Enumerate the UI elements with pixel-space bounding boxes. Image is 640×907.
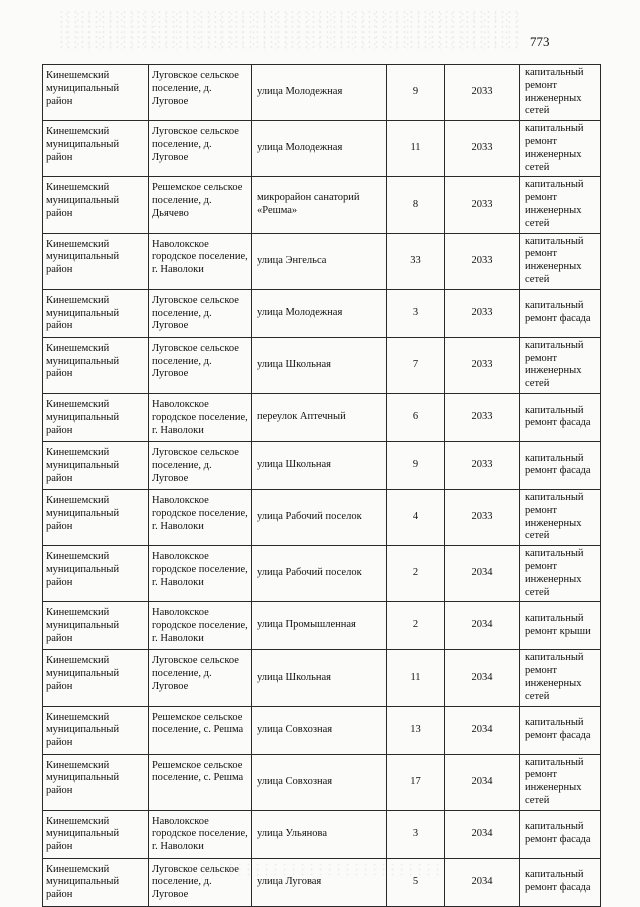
page-number: 773 [530, 34, 550, 49]
year-cell: 2034 [445, 602, 520, 650]
year-cell: 2033 [445, 121, 520, 177]
table-row [43, 441, 601, 489]
settlement-cell: Наволокское городское поселение, г. Наволоки [149, 810, 252, 858]
street-cell: улица Рабочий поселок [252, 546, 387, 602]
work-type-cell: капитальный ремонт инженерных сетей [520, 650, 601, 706]
year-cell: 2034 [445, 546, 520, 602]
work-type-cell: капитальный ремонт фасада [520, 706, 601, 754]
house-number-cell: 8 [387, 177, 445, 233]
house-number-cell: 7 [387, 337, 445, 393]
street-cell: переулок Аптечный [252, 393, 387, 441]
house-number-cell: 11 [387, 650, 445, 706]
table-row [43, 706, 601, 754]
year-cell: 2034 [445, 810, 520, 858]
settlement-cell: Наволокское городское поселение, г. Наволоки [149, 489, 252, 545]
settlement-cell: Луговское сельское поселение, д. Луговое [149, 441, 252, 489]
table-row [43, 489, 601, 545]
work-type-cell: капитальный ремонт инженерных сетей [520, 489, 601, 545]
district-cell: Кинешемский муниципальный район [43, 602, 149, 650]
year-cell: 2034 [445, 650, 520, 706]
settlement-cell: Наволокское городское поселение, г. Наволоки [149, 546, 252, 602]
year-cell: 2033 [445, 393, 520, 441]
year-cell: 2034 [445, 858, 520, 906]
street-cell: улица Молодежная [252, 65, 387, 121]
settlement-cell: Луговское сельское поселение, д. Луговое [149, 858, 252, 906]
house-number-cell: 9 [387, 65, 445, 121]
street-cell: улица Ульянова [252, 810, 387, 858]
table-row [43, 337, 601, 393]
district-cell: Кинешемский муниципальный район [43, 754, 149, 810]
table-row [43, 754, 601, 810]
district-cell: Кинешемский муниципальный район [43, 393, 149, 441]
settlement-cell: Наволокское городское поселение, г. Наволоки [149, 602, 252, 650]
house-number-cell: 2 [387, 602, 445, 650]
year-cell: 2033 [445, 233, 520, 289]
street-cell: улица Энгельса [252, 233, 387, 289]
work-type-cell: капитальный ремонт крыши [520, 602, 601, 650]
settlement-cell: Луговское сельское поселение, д. Луговое [149, 121, 252, 177]
house-number-cell: 11 [387, 121, 445, 177]
year-cell: 2034 [445, 754, 520, 810]
year-cell: 2033 [445, 441, 520, 489]
house-number-cell: 9 [387, 441, 445, 489]
house-number-cell: 6 [387, 393, 445, 441]
year-cell: 2033 [445, 337, 520, 393]
district-cell: Кинешемский муниципальный район [43, 810, 149, 858]
repair-schedule-table [42, 64, 601, 907]
house-number-cell: 3 [387, 289, 445, 337]
work-type-cell: капитальный ремонт инженерных сетей [520, 754, 601, 810]
year-cell: 2034 [445, 706, 520, 754]
district-cell: Кинешемский муниципальный район [43, 337, 149, 393]
table-row [43, 289, 601, 337]
scan-noise-bottom [200, 862, 440, 878]
work-type-cell: капитальный ремонт инженерных сетей [520, 65, 601, 121]
district-cell: Кинешемский муниципальный район [43, 441, 149, 489]
street-cell: улица Школьная [252, 337, 387, 393]
work-type-cell: капитальный ремонт фасада [520, 858, 601, 906]
street-cell: улица Молодежная [252, 121, 387, 177]
street-cell: улица Рабочий поселок [252, 489, 387, 545]
street-cell: улица Школьная [252, 441, 387, 489]
district-cell: Кинешемский муниципальный район [43, 650, 149, 706]
work-type-cell: капитальный ремонт инженерных сетей [520, 121, 601, 177]
work-type-cell: капитальный ремонт фасада [520, 393, 601, 441]
settlement-cell: Решемское сельское поселение, д. Дьячево [149, 177, 252, 233]
year-cell: 2033 [445, 489, 520, 545]
table-row [43, 546, 601, 602]
work-type-cell: капитальный ремонт инженерных сетей [520, 233, 601, 289]
settlement-cell: Наволокское городское поселение, г. Наволоки [149, 233, 252, 289]
year-cell: 2033 [445, 65, 520, 121]
work-type-cell: капитальный ремонт инженерных сетей [520, 177, 601, 233]
district-cell: Кинешемский муниципальный район [43, 121, 149, 177]
district-cell: Кинешемский муниципальный район [43, 489, 149, 545]
work-type-cell: капитальный ремонт фасада [520, 810, 601, 858]
year-cell: 2033 [445, 177, 520, 233]
district-cell: Кинешемский муниципальный район [43, 706, 149, 754]
house-number-cell: 3 [387, 810, 445, 858]
house-number-cell: 13 [387, 706, 445, 754]
street-cell: улица Молодежная [252, 289, 387, 337]
district-cell: Кинешемский муниципальный район [43, 858, 149, 906]
table-row [43, 810, 601, 858]
table-row [43, 177, 601, 233]
settlement-cell: Луговское сельское поселение, д. Луговое [149, 650, 252, 706]
house-number-cell: 2 [387, 546, 445, 602]
street-cell: улица Совхозная [252, 706, 387, 754]
table-row [43, 602, 601, 650]
house-number-cell: 4 [387, 489, 445, 545]
work-type-cell: капитальный ремонт инженерных сетей [520, 546, 601, 602]
district-cell: Кинешемский муниципальный район [43, 177, 149, 233]
district-cell: Кинешемский муниципальный район [43, 289, 149, 337]
street-cell: улица Школьная [252, 650, 387, 706]
street-cell: улица Совхозная [252, 754, 387, 810]
street-cell: улица Промышленная [252, 602, 387, 650]
settlement-cell: Решемское сельское поселение, с. Решма [149, 706, 252, 754]
district-cell: Кинешемский муниципальный район [43, 65, 149, 121]
table-row [43, 65, 601, 121]
year-cell: 2033 [445, 289, 520, 337]
settlement-cell: Луговское сельское поселение, д. Луговое [149, 65, 252, 121]
district-cell: Кинешемский муниципальный район [43, 546, 149, 602]
work-type-cell: капитальный ремонт фасада [520, 441, 601, 489]
settlement-cell: Решемское сельское поселение, с. Решма [149, 754, 252, 810]
work-type-cell: капитальный ремонт фасада [520, 289, 601, 337]
house-number-cell: 5 [387, 858, 445, 906]
street-cell: микрорайон санаторий «Решма» [252, 177, 387, 233]
table-row [43, 393, 601, 441]
work-type-cell: капитальный ремонт инженерных сетей [520, 337, 601, 393]
table-row [43, 121, 601, 177]
house-number-cell: 17 [387, 754, 445, 810]
settlement-cell: Наволокское городское поселение, г. Наволоки [149, 393, 252, 441]
scan-noise-top [60, 10, 520, 50]
table-row [43, 233, 601, 289]
settlement-cell: Луговское сельское поселение, д. Луговое [149, 289, 252, 337]
house-number-cell: 33 [387, 233, 445, 289]
street-cell: улица Луговая [252, 858, 387, 906]
settlement-cell: Луговское сельское поселение, д. Луговое [149, 337, 252, 393]
district-cell: Кинешемский муниципальный район [43, 233, 149, 289]
table-row [43, 650, 601, 706]
